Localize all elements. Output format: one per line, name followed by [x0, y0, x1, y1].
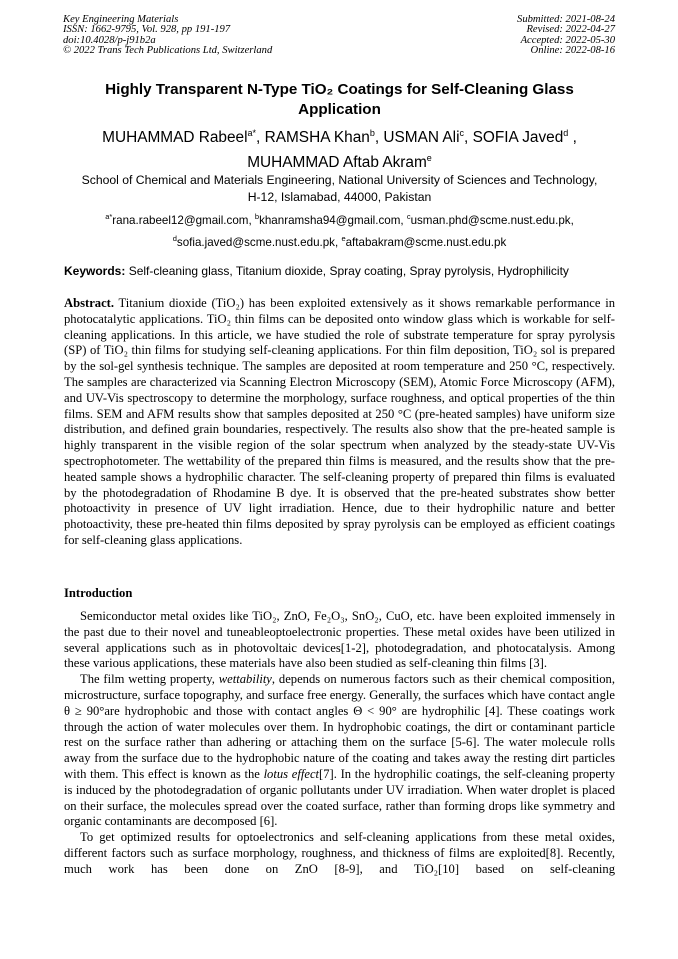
submitted-date: Submitted: 2021-08-24	[517, 14, 615, 25]
doi: doi:10.4028/p-j91b2a	[63, 34, 156, 46]
text-run: [7]. In the hydrophilic coatings, the self-cleaning property is induced by the photodegradation of organic pollutants under UV irradiation. When water droplet is placed on their surface, the molecules spread over the coated surface, rather than forming drops like symmetry and organic contaminants are decomposed [6].	[64, 766, 615, 829]
accepted-date: Accepted: 2022-05-30	[520, 34, 615, 46]
issn-volume: ISSN: 1662-9795, Vol. 928, pp 191-197	[63, 24, 231, 36]
paragraph: Semiconductor metal oxides like TiO₂, ZnO, Fe₂O₃, SnO₂, CuO, etc. have been exploited immensely in the past due to their novel and tuneableoptoelectronic properties. These metal oxides have been utilized in several applications such as in photovoltaic devices[1-2], photodegradation, and photocatalysis. Among these various applications, these materials have also been studied as self-cleaning thin films [3].	[64, 609, 615, 671]
section-heading-introduction: Introduction	[64, 586, 133, 600]
email-mark: a*	[105, 212, 113, 221]
email-link[interactable]: sofia.javed@scme.nust.edu.pk	[176, 235, 335, 249]
email-list: $^{a*}$rana.rabeel12@gmail.com, $^b$khanramsha94@gmail.com, $^c$usman.phd@scme.nust.edu.pk, $^d$sofia.javed@scme.nust.edu.pk, $^e$aftabakram@scme.nust.edu.pk	[105, 212, 574, 249]
author-affil-mark: c	[459, 128, 465, 138]
paragraph: To get optimized results for optoelectronics and self-cleaning applications from these metal oxides, different factors such as surface morphology, roughness, and thickness of films are exploited[8]. Recently, much work has been done on ZnO [8-9], and TiO₂[10] based on self-cleaning	[64, 830, 615, 876]
keywords	[64, 263, 615, 279]
keywords-text: Self-cleaning glass, Titanium dioxide, Spray coating, Spray pyrolysis, Hydrophilicity	[128, 264, 569, 278]
italic-term: lotus effect	[263, 766, 320, 781]
author-name: MUHAMMAD Rabeel	[102, 129, 248, 147]
author-list: MUHAMMAD Rabeel$^{a*}$, RAMSHA Khan$^b$, USMAN Ali$^c$, SOFIA Javed$^d$ , MUHAMMAD Aftab Akram$^e$	[102, 128, 577, 172]
paper-title: Highly Transparent N-Type TiO₂ Coatings for Self-Cleaning Glass Application	[105, 81, 574, 118]
abstract-label: Abstract.	[64, 296, 115, 310]
email-mark: d	[172, 233, 177, 243]
italic-term: wettability	[218, 672, 272, 687]
copyright: © 2022 Trans Tech Publications Ltd, Switzerland	[63, 44, 273, 56]
email-link[interactable]: usman.phd@scme.nust.edu.pk	[410, 213, 571, 227]
affiliation-line: H-12, Islamabad, 44000, Pakistan	[247, 190, 432, 204]
text-run: The film wetting property,	[80, 672, 219, 687]
affiliation-line: School of Chemical and Materials Engineering, National University of Sciences and Technology,	[81, 173, 598, 187]
email-mark: b	[254, 212, 260, 221]
author-affil-mark: e	[426, 153, 432, 164]
email-mark: c	[406, 212, 411, 221]
author-affil-mark: a*	[247, 128, 257, 138]
email-link[interactable]: aftabakram@scme.nust.edu.pk	[345, 235, 507, 249]
author-name: RAMSHA Khan	[264, 129, 370, 147]
revised-date: Revised: 2022-04-27	[526, 24, 615, 36]
author-name: SOFIA Javed	[472, 129, 564, 147]
publication-dates	[517, 15, 615, 56]
author-name: MUHAMMAD Aftab Akram	[247, 154, 427, 172]
email-mark: e	[341, 233, 346, 243]
author-affil-mark: b	[369, 128, 375, 138]
author-name: USMAN Ali	[383, 129, 460, 147]
text-run: , depends on numerous factors such as their chemical composition, microstructure, surface topography, and surface free energy. Generally, the surfaces which have contact angle θ ≥ 90°are hydrophobic and those with contact angles Θ < 90° are hydrophilic [4]. These coatings work through the action of water molecules over them. In hydrophobic coatings, the dirt or contaminant particle rest on the surface rather than adhering or attaching them on the surface [5-6]. The water molecule rolls away from the surface due to the hydrophobic nature of the coating and takes away the resting dirt particles with them. This effect is known as the	[64, 672, 615, 781]
abstract-text: Titanium dioxide (TiO₂) has been exploited extensively as it shows remarkable performance in photocatalytic applications. TiO₂ thin films can be deposited onto window glass which is workable for self-cleaning applications. In this article, we have studied the role of substrate temperature for spray pyrolysis (SP) of TiO₂ thin films for studying self-cleaning applications. For thin film deposition, TiO₂ sol is prepared by the sol-gel synthesis technique. The samples are deposited at room temperature and 250 °C, respectively. The samples are characterized via Scanning Electron Microscopy (SEM), Atomic Force Microscopy (AFM), and UV-Vis spectroscopy to determine the morphology, surface roughness, and optical properties of the thin films. SEM and AFM results show that samples deposited at 250 °C (pre-heated samples) have uniform size distribution, and defined grain boundaries, respectively. The results also show that the pre-heated sample is highly transparent in the visible region of the solar spectrum when analyzed by the steady-state UV-Vis spectrophotometer. The wettability of the prepared thin films is measured, and the results show that the pre-heated sample shows a hydrophilic character. The self-cleaning property of prepared thin films is evaluated by the photodegradation of Rhodamine B dye. It is observed that the pre-heated substrates show better photoactivity in presence of UV light irradiation. Hence, due to their hydrophilic nature and better photoactivity, these pre-heated thin films deposited by spray pyrolysis can be employed as efficient coatings for self-cleaning glass applications.	[64, 296, 615, 547]
journal-name: Key Engineering Materials	[63, 14, 179, 25]
paragraph	[64, 672, 615, 830]
affiliation	[64, 172, 615, 206]
author-affil-mark: d	[563, 128, 569, 138]
abstract	[64, 296, 615, 549]
email-link[interactable]: khanramsha94@gmail.com	[259, 213, 401, 227]
introduction-body	[64, 609, 615, 878]
online-date: Online: 2022-08-16	[530, 44, 615, 56]
journal-info	[63, 15, 272, 56]
keywords-label: Keywords:	[64, 264, 126, 278]
email-link[interactable]: rana.rabeel12@gmail.com	[112, 213, 249, 227]
